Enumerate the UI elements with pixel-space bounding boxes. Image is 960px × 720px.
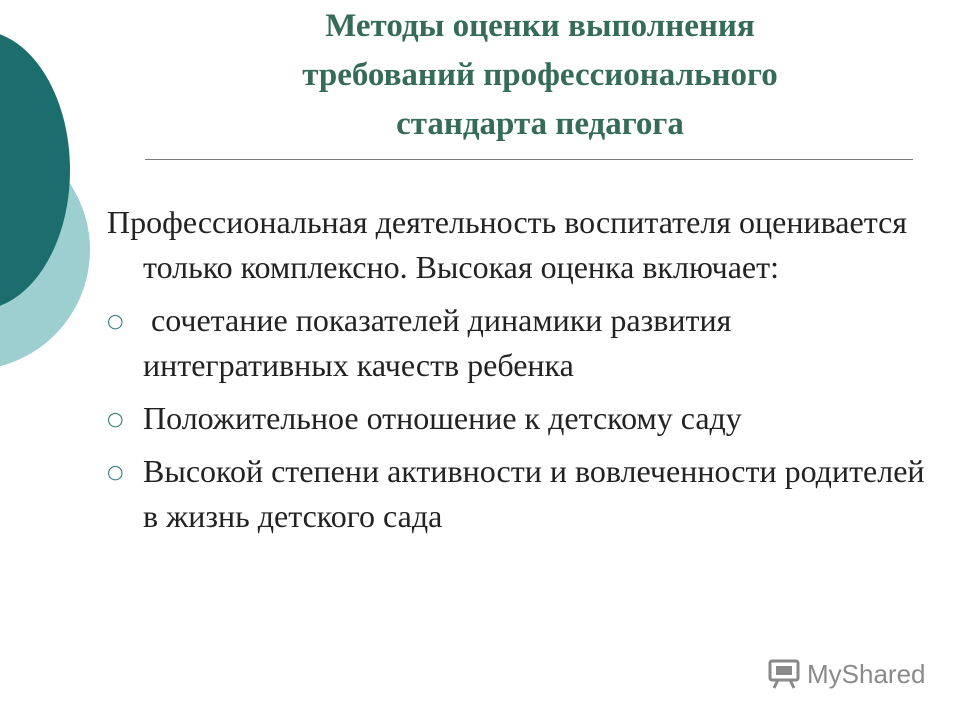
title-divider <box>145 159 913 160</box>
hollow-circle-bullet-icon: ○ <box>107 408 124 430</box>
bullet-item <box>107 449 941 539</box>
myshared-watermark <box>767 657 927 693</box>
bullet-list <box>107 298 941 539</box>
bullet-item <box>107 298 927 388</box>
bullet-text: Положительное отношение к детскому саду <box>143 400 742 436</box>
title-line-3: стандарта педагога <box>396 106 684 142</box>
bullet-item <box>107 396 927 441</box>
projector-screen-icon <box>767 658 801 690</box>
bullet-text: сочетание показателей динамики развития интегративных качеств ребенка <box>143 302 740 383</box>
intro-paragraph: Профессиональная деятельность воспитателя оценивается только комплексно. Высокая оценка включает: <box>107 204 907 285</box>
hollow-circle-bullet-icon: ○ <box>107 310 124 332</box>
title-line-1: Методы оценки выполнения <box>325 8 755 44</box>
watermark-text: MyShared <box>807 659 926 689</box>
hollow-circle-bullet-icon: ○ <box>107 461 124 483</box>
slide-title <box>180 2 900 149</box>
bullet-text: Высокой степени активности и вовлеченности родителей в жизнь детского сада <box>143 453 941 534</box>
slide-body <box>107 200 941 547</box>
title-line-2: требований профессионального <box>302 57 778 93</box>
